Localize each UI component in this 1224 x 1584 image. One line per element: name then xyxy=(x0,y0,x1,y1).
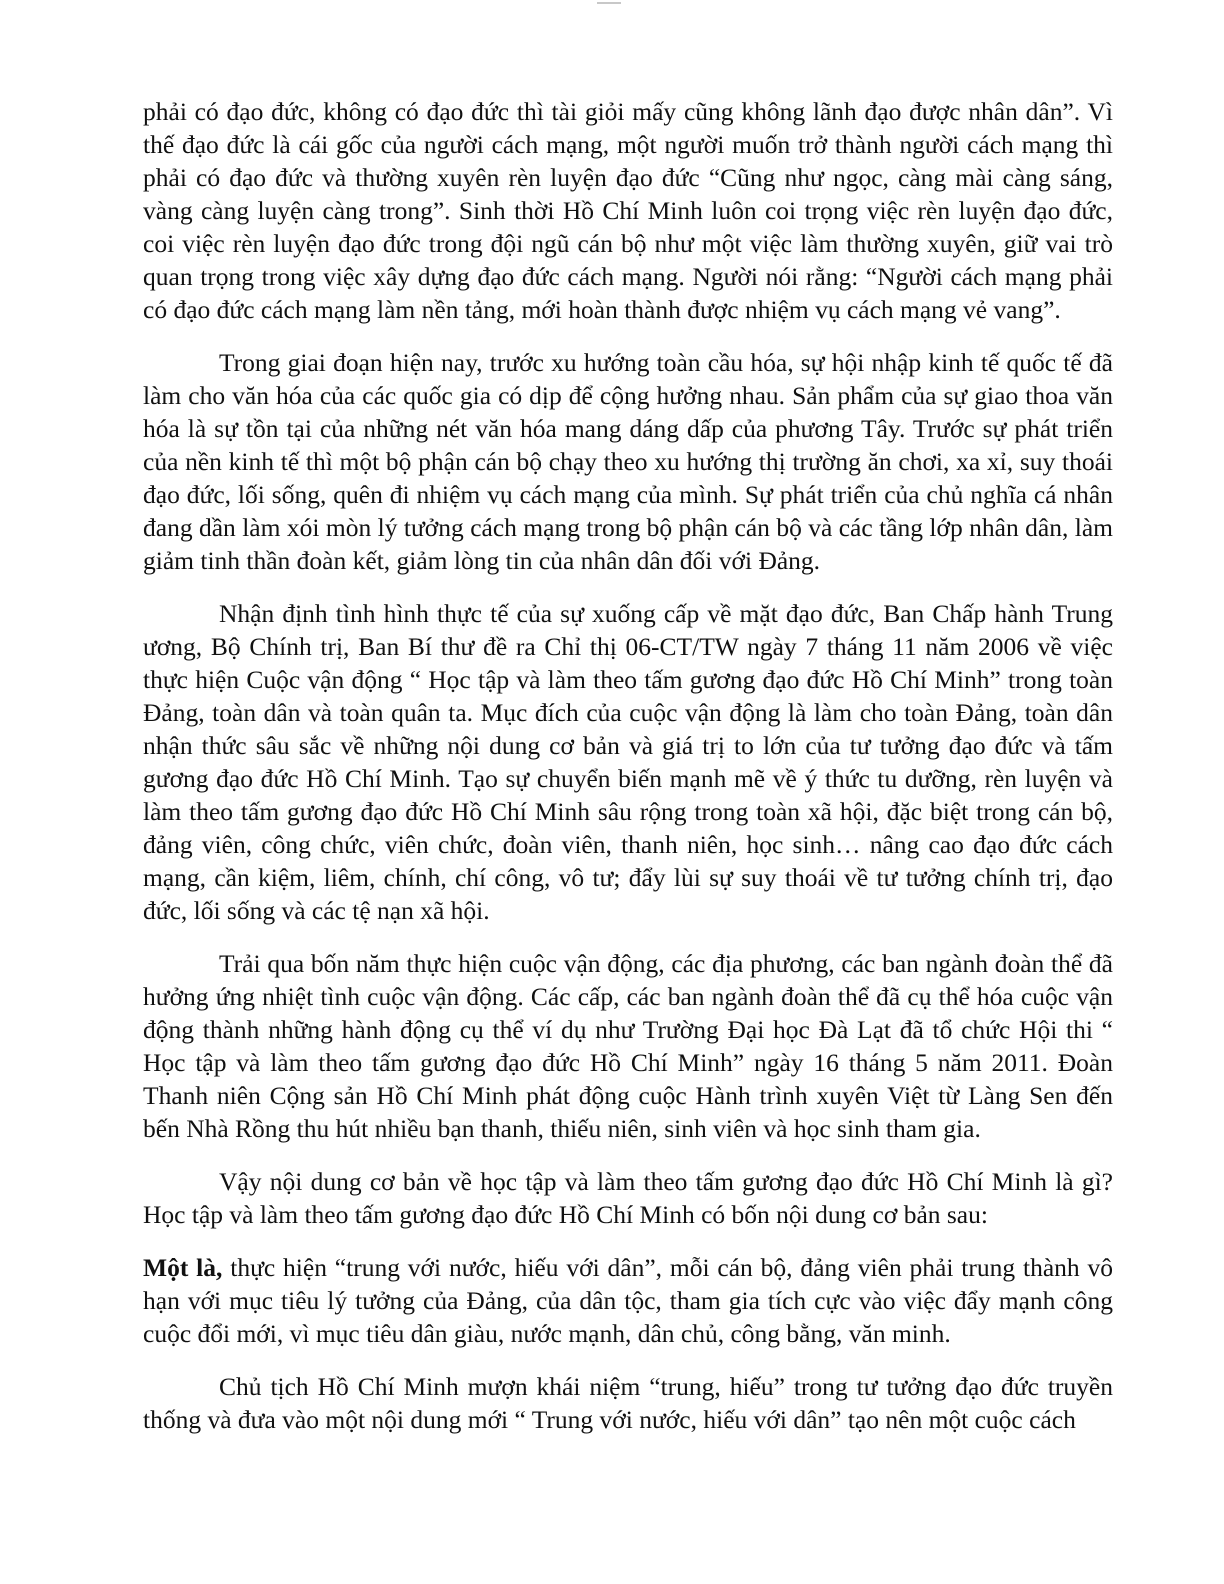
paragraph-1: phải có đạo đức, không có đạo đức thì tài giỏi mấy cũng không lãnh đạo được nhân dân”. Vì thế đạo đức là cái gốc của người cách mạng, một người muốn trở thành người cách mạng thì phải có đạo đức và thường xuyên rèn luyện đạo đức “Cũng như ngọc, càng mài càng sáng, vàng càng luyện càng trong”. Sinh thời Hồ Chí Minh luôn coi trọng việc rèn luyện đạo đức, coi việc rèn luyện đạo đức trong đội ngũ cán bộ như một việc làm thường xuyên, giữ vai trò quan trọng trong việc xây dựng đạo đức cách mạng. Người nói rằng: “Người cách mạng phải có đạo đức cách mạng làm nền tảng, mới hoàn thành được nhiệm vụ cách mạng vẻ vang”. xyxy=(143,97,1113,324)
paragraph-6 xyxy=(143,1251,1113,1350)
paragraph-6-text: thực hiện “trung với nước, hiếu với dân”, mỗi cán bộ, đảng viên phải trung thành vô hạn với mục tiêu lý tưởng của Đảng, của dân tộc, tham gia tích cực vào việc đẩy mạnh công cuộc đổi mới, vì mục tiêu dân giàu, nước mạnh, dân chủ, công bằng, văn minh. xyxy=(143,1253,1113,1348)
page-header-mark xyxy=(597,2,621,4)
paragraph-7: Chủ tịch Hồ Chí Minh mượn khái niệm “trung, hiếu” trong tư tưởng đạo đức truyền thống và đưa vào một nội dung mới “ Trung với nước, hiếu với dân” tạo nên một cuộc cách xyxy=(143,1372,1113,1434)
paragraph-5: Vậy nội dung cơ bản về học tập và làm theo tấm gương đạo đức Hồ Chí Minh là gì? Học tập và làm theo tấm gương đạo đức Hồ Chí Minh có bốn nội dung cơ bản sau: xyxy=(143,1167,1113,1229)
document-body xyxy=(143,95,1113,1436)
paragraph-3: Nhận định tình hình thực tế của sự xuống cấp về mặt đạo đức, Ban Chấp hành Trung ương, Bộ Chính trị, Ban Bí thư đề ra Chỉ thị 06-CT/TW ngày 7 tháng 11 năm 2006 về việc thực hiện Cuộc vận động “ Học tập và làm theo tấm gương đạo đức Hồ Chí Minh” trong toàn Đảng, toàn dân và toàn quân ta. Mục đích của cuộc vận động là làm cho toàn Đảng, toàn dân nhận thức sâu sắc về những nội dung cơ bản và giá trị to lớn của tư tưởng đạo đức và tấm gương đạo đức Hồ Chí Minh. Tạo sự chuyển biến mạnh mẽ về ý thức tu dưỡng, rèn luyện và làm theo tấm gương đạo đức Hồ Chí Minh sâu rộng trong toàn xã hội, đặc biệt trong cán bộ, đảng viên, công chức, viên chức, đoàn viên, thanh niên, học sinh… nâng cao đạo đức cách mạng, cần kiệm, liêm, chính, chí công, vô tư; đẩy lùi sự suy thoái về tư tưởng chính trị, đạo đức, lối sống và các tệ nạn xã hội. xyxy=(143,599,1113,925)
paragraph-4: Trải qua bốn năm thực hiện cuộc vận động, các địa phương, các ban ngành đoàn thể đã hưởng ứng nhiệt tình cuộc vận động. Các cấp, các ban ngành đoàn thể đã cụ thể hóa cuộc vận động thành những hành động cụ thể ví dụ như Trường Đại học Đà Lạt đã tổ chức Hội thi “ Học tập và làm theo tấm gương đạo đức Hồ Chí Minh” ngày 16 tháng 5 năm 2011. Đoàn Thanh niên Cộng sản Hồ Chí Minh phát động cuộc Hành trình xuyên Việt từ Làng Sen đến bến Nhà Rồng thu hút nhiều bạn thanh, thiếu niên, sinh viên và học sinh tham gia. xyxy=(143,949,1113,1143)
paragraph-2: Trong giai đoạn hiện nay, trước xu hướng toàn cầu hóa, sự hội nhập kinh tế quốc tế đã làm cho văn hóa của các quốc gia có dịp để cộng hưởng nhau. Sản phẩm của sự giao thoa văn hóa là sự tồn tại của những nét văn hóa mang dáng dấp của phương Tây. Trước sự phát triển của nền kinh tế thì một bộ phận cán bộ chạy theo xu hướng thị trường ăn chơi, xa xỉ, suy thoái đạo đức, lối sống, quên đi nhiệm vụ cách mạng của mình. Sự phát triển của chủ nghĩa cá nhân đang dần làm xói mòn lý tưởng cách mạng trong bộ phận cán bộ và các tầng lớp nhân dân, làm giảm tinh thần đoàn kết, giảm lòng tin của nhân dân đối với Đảng. xyxy=(143,348,1113,575)
paragraph-6-lead: Một là, xyxy=(143,1253,223,1282)
